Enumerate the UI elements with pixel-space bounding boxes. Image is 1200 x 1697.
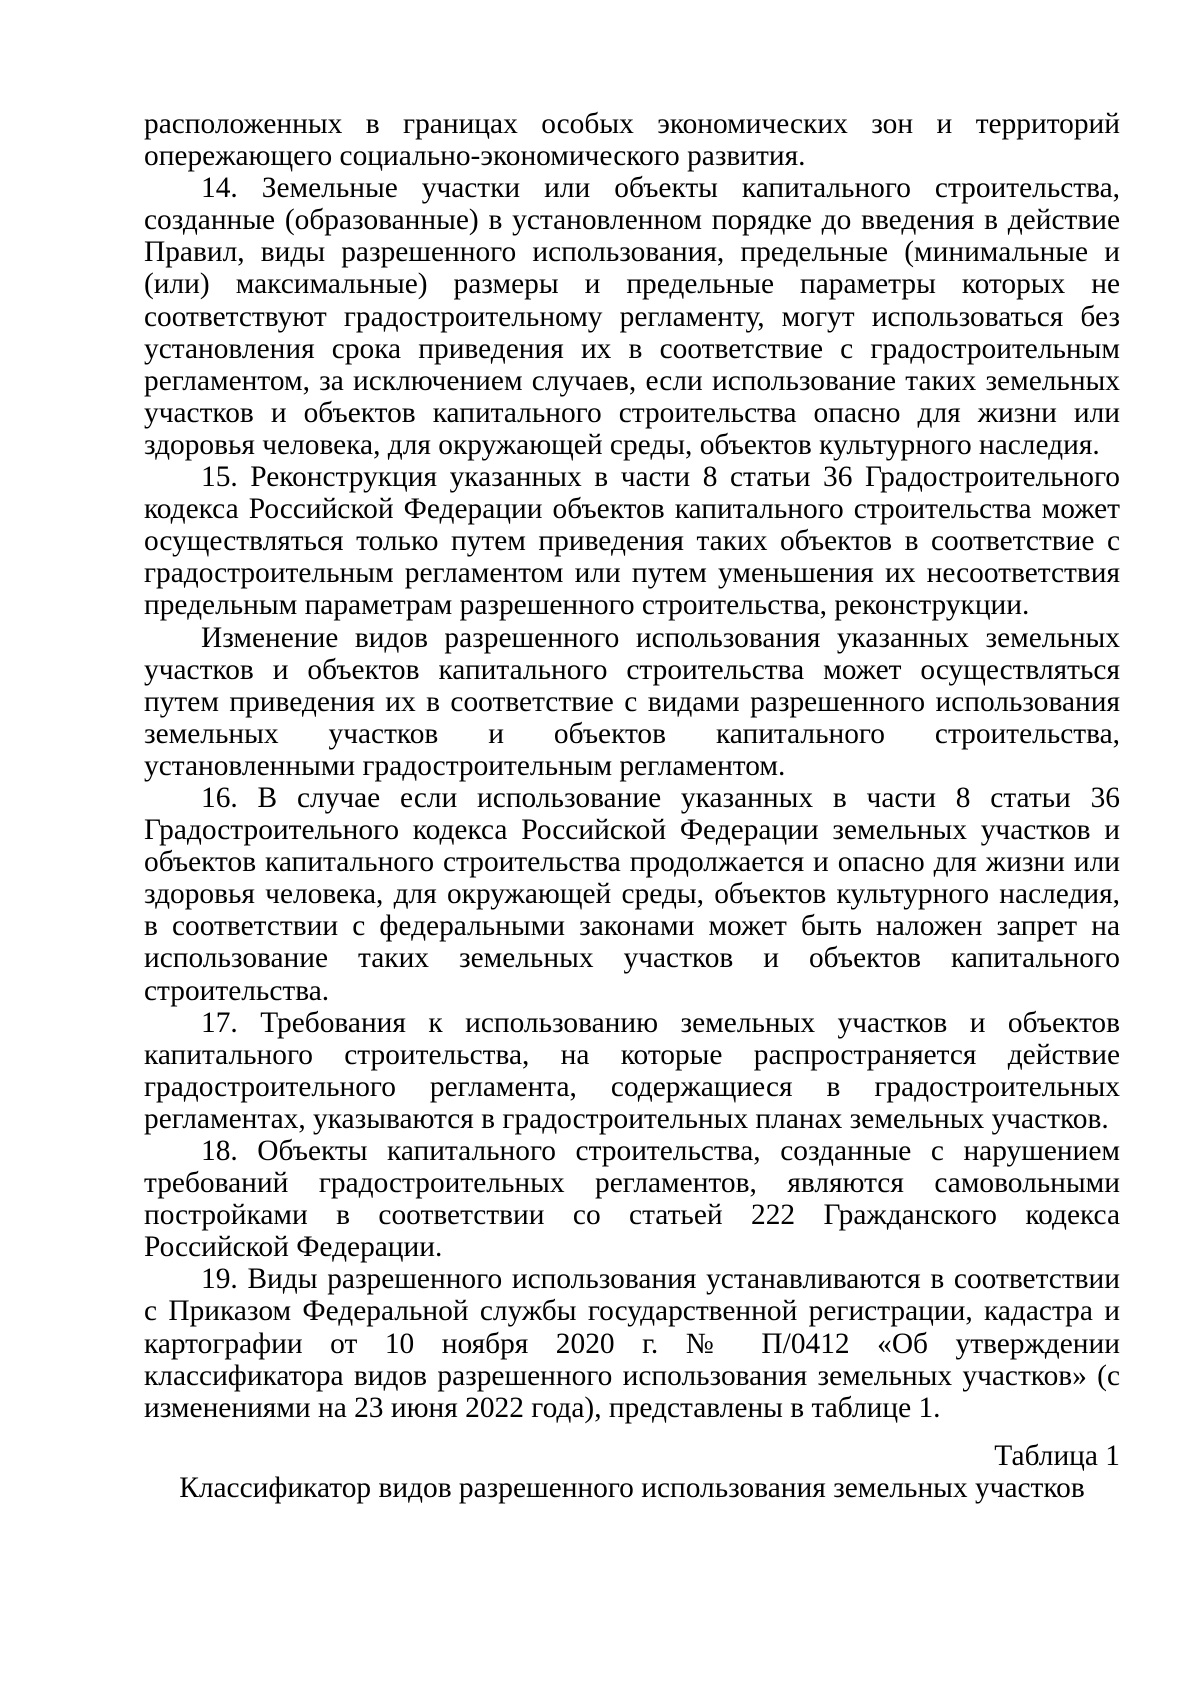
paragraph-15-continuation: Изменение видов разрешенного использования указанных земельных участков и объектов капитального строительства может осуществляться путем приведения их в соответствие с видами разрешенного использования земельных участков и объектов капитального строительства, установленными градостроительным регламентом. [144,621,1120,782]
paragraph-16: 16. В случае если использование указанных в части 8 статьи 36 Градостроительного кодекса Российской Федерации земельных участков и объектов капитального строительства продолжается и опасно для жизни или здоровья человека, для окружающей среды, объектов культурного наследия, в соответствии с федеральными законами может быть наложен запрет на использование таких земельных участков и объектов капитального строительства. [144,781,1120,1007]
paragraph-17: 17. Требования к использованию земельных участков и объектов капитального строительства, на которые распространяется действие градостроительного регламента, содержащиеся в градостроительных регламентах, указываются в градостроительных планах земельных участков. [144,1006,1120,1135]
paragraph-14: 14. Земельные участки или объекты капитального строительства, созданные (образованные) в установленном порядке до введения в действие Правил, виды разрешенного использования, предельные (минимальные и (или) максимальные) размеры и предельные параметры которых не соответствуют градостроительному регламенту, могут использоваться без установления срока приведения их в соответствие с градостроительным регламентом, за исключением случаев, если использование таких земельных участков и объектов капитального строительства опасно для жизни или здоровья человека, для окружающей среды, объектов культурного наследия. [144,172,1120,461]
paragraph-18: 18. Объекты капитального строительства, созданные с нарушением требований градостроительных регламентов, являются самовольными постройками в соответствии со статьей 222 Гражданского кодекса Российской Федерации. [144,1135,1120,1264]
document-page [144,108,1120,1504]
table-label: Таблица 1 [994,1439,1120,1472]
paragraph-19: 19. Виды разрешенного использования устанавливаются в соответствии с Приказом Федеральной службы государственной регистрации, кадастра и картографии от 10 ноября 2020 г. № П/0412 «Об утверждении классификатора видов разрешенного использования земельных участков» (с изменениями на 23 июня 2022 года), представлены в таблице 1. [144,1263,1120,1424]
paragraph-15: 15. Реконструкция указанных в части 8 статьи 36 Градостроительного кодекса Российской Федерации объектов капитального строительства может осуществляться только путем приведения таких объектов в соответствие с градостроительным регламентом или путем уменьшения их несоответствия предельным параметрам разрешенного строительства, реконструкции. [144,461,1120,622]
paragraph-13-continuation: расположенных в границах особых экономических зон и территорий опережающего социально-экономического развития. [144,108,1120,173]
table-title: Классификатор видов разрешенного использования земельных участков [179,1471,1085,1504]
